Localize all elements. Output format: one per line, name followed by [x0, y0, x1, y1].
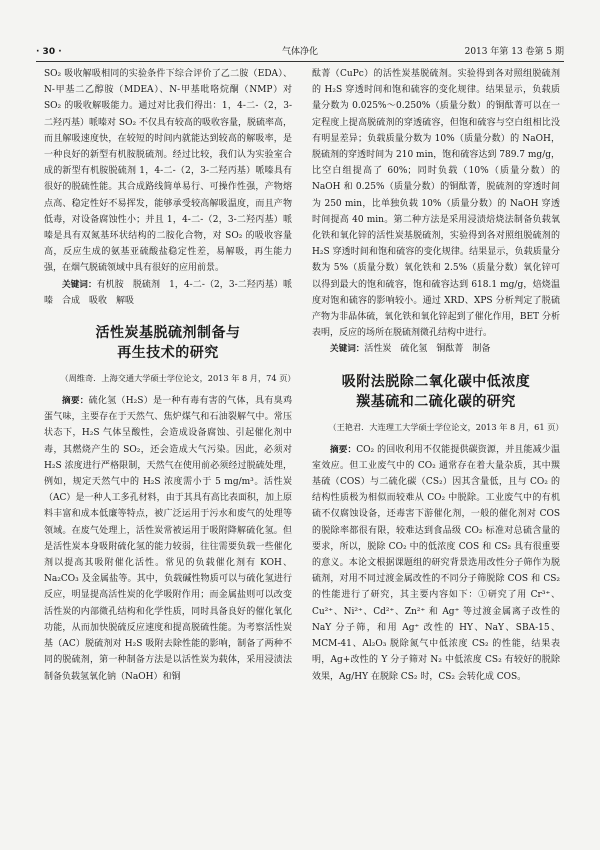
continuation-paragraph: 酞菁（CuPc）的活性炭基脱硫剂。实验得到各对照组脱硫剂的 H₂S 穿透时间和饱和硫容的变化规律。结果显示，负载质量分数为 0.025%～0.250%（质量分数）的铜酞菁可以在一定程度上提高脱硫剂的穿透硫容，但饱和硫容与空白组相比没有明显差异；负载质量分数为 10%（质量分数）的 NaOH，脱硫剂的穿透时间为 210 min，饱和硫容达到 789.7 mg/g，比空白组提高了 60%；同时负载（10%（质量分数）的 NaOH 和 0.25%（质量分数）的铜酞菁，脱硫剂的穿透时间为 250 min，比单独负载 10%（质量分数）的 NaOH 穿透时间提高 40 min。第二种方法是采用浸渍焙烧法制备负载氧化铁和氧化锌的活性炭基脱硫剂，实验得到各对照组脱硫剂的 H₂S 穿透时间和饱和硫容的变化规律。结果显示，负载质量分数为 5%（质量分数）氧化铁和 2.5%（质量分数）氧化锌可以得到最大的饱和硫容，饱和硫容达到 618.1 mg/g，焙烧温度对饱和硫容的影响较小。通过 XRD、XPS 分析判定了脱硫产物为非晶体硫，氧化铁和氧化锌起到了催化作用，BET 分析表明，反应的场所在脱硫剂微孔结构中进行。: [312, 69, 560, 339]
article-title-3: [312, 372, 560, 412]
article-2-author: （周维奇．上海交通大学硕士学位论文，2013 年 8 月，74 页）: [60, 373, 296, 384]
article-3-abstract: [312, 442, 560, 685]
abstract-label: 摘要：: [330, 444, 357, 455]
keywords-line-2: [312, 341, 560, 357]
page-header: [36, 44, 564, 60]
abstract-label: 摘要：: [62, 396, 89, 407]
article-2-abstract: [44, 393, 292, 685]
abstract-text: 硫化氢（H₂S）是一种有毒有害的气体，具有臭鸡蛋气味，主要存在于天然气、焦炉煤气和石油裂解气中。常压状态下，H₂S 气体呈酸性，会造成设备腐蚀、引起催化剂中毒，其燃烧产生的 SO₂，还会造成大气污染。因此，必须对 H₂S 浓度进行严格限制，天然气在使用前必须经过脱硫处理，例如，规定天然气中的 H₂S 浓度需小于 5 mg/m³。活性炭（AC）是一种人工多孔材料，由于其具有高比表面积，加上原料丰富和成本低廉等特点，被广泛运用于污水和废气的处理等领域。在废气处理上，活性炭常被运用于吸附降解硫化氢。但是活性炭本身吸附硫化氢的能力较弱，往往需要负载一些催化剂以提高其吸附催化活性。常见的负载催化剂有 KOH、Na₂CO₃ 及金属盐等。其中，负载碱性物质可以与硫化氢进行反应，明显提高活性炭的化学吸附作用；而金属盐则可以改变活性炭的内部微孔结构和化学性质，同时具备良好的催化氧化功能，从而加快脱硫反应速度和提高脱硫性能。为考察活性炭基（AC）脱硫剂对 H₂S 吸附去除性能的影响，制备了两种不同的脱硫剂，第一种制备方法是以活性炭为载体，采用浸渍法制备负载氢氧化钠（NaOH）和铜: [44, 396, 292, 682]
keywords-text: 活性炭 硫化氢 铜酞菁 制备: [364, 344, 491, 355]
keywords-label: 关键词：: [330, 344, 365, 355]
intro-paragraph: SO₂ 吸收解吸相同的实验条件下综合评价了乙二胺（EDA）、N-甲基二乙醇胺（MDEA）、N-甲基吡咯烷酮（NMP）对 SO₂ 的吸收解吸能力。通过对比我们得出：1，4-二-（2，3-二羟丙基）哌嗪对 SO₂ 不仅具有较高的吸收容量，脱硫率高，而且解吸速度快，在较短的时间内就能达到较高的解吸率，是一种良好的新型有机胺脱硫剂。经过比较，我们认为实验室合成的新型有机胺脱硫剂 1，4-二-（2，3-二羟丙基）哌嗪具有很好的脱硫性能。其合成路线简单易行、可操作性强，产物熔点高、稳定性好不易挥发，能够承受较高解吸温度，而且产物低毒，对设备腐蚀性小；并且 1，4-二-（2，3-二羟丙基）哌嗪是具有双氮基环状结构的二胺化合物，对 SO₂ 的吸收容量高，反应生成的氨基亚硫酸盐稳定性差，易解吸，再生能力强，在烟气脱硫领域中具有很好的应用前景。: [44, 69, 292, 274]
article-title-3-line-2: 羰基硫和二硫化碳的研究: [356, 393, 516, 410]
keywords-line-1: [44, 277, 292, 309]
right-column: [312, 66, 564, 685]
header-rule: [36, 61, 564, 62]
article-title-2-line-1: 活性炭基脱硫剂制备与: [95, 325, 241, 342]
left-column: [44, 66, 296, 685]
article-title-2: [44, 323, 292, 363]
article-3-author: （王艳君．大连理工大学硕士学位论文，2013 年 8 月，61 页）: [328, 421, 564, 432]
article-title-2-line-2: 再生技术的研究: [117, 345, 219, 362]
page-number: · 30 ·: [36, 47, 62, 57]
issue-info: 2013 年第 13 卷第 5 期: [464, 47, 564, 57]
keywords-text: 有机胺 脱硫剂 1，4-二-（2，3-二羟丙基）哌嗪 合成 吸收 解吸: [44, 279, 292, 306]
keywords-label: 关键词：: [62, 279, 97, 290]
abstract-text: CO₂ 的回收利用不仅能提供碳资源，并且能减少温室效应。但工业废气中的 CO₂ 通常存在着大量杂质，其中羰基硫（COS）与二硫化碳（CS₂）因其含量低，且与 CO₂ 的结构性质极为相似而较难从 CO₂ 中脱除。工业废气中的有机硫不仅腐蚀设备，还毒害下游催化剂，一般的催化剂对 COS 的脱除率都很有限，较难达到食品级 CO₂ 标准对总硫含量的要求，所以，脱除 CO₂ 中的低浓度 COS 和 CS₂ 具有很重要的意义。本论文根据课题组的研究背景选用改性分子筛作为脱硫剂，对用不同过渡金属改性的不同分子筛脱除 COS 和 CS₂ 的性能进行了研究，其主要内容如下：①研究了用 Cr³⁺、Cu²⁺、Ni²⁺、Cd²⁺、Zn²⁺ 和 Ag⁺ 等过渡金属离子改性的 NaY 分子筛，和用 Ag⁺ 改性的 HY、NaY、SBA-15、MCM-41、Al₂O₃ 脱除氮气中低浓度 CS₂ 的性能，结果表明，Ag+改性的 Y 分子筛对 N₂ 中低浓度 CS₂ 有较好的脱除效果，Ag/HY 在脱除 CS₂ 时，CS₂ 会转化成 COS。: [312, 444, 560, 682]
journal-name: 气体净化: [281, 47, 318, 57]
article-title-3-line-1: 吸附法脱除二氧化碳中低浓度: [341, 373, 531, 390]
